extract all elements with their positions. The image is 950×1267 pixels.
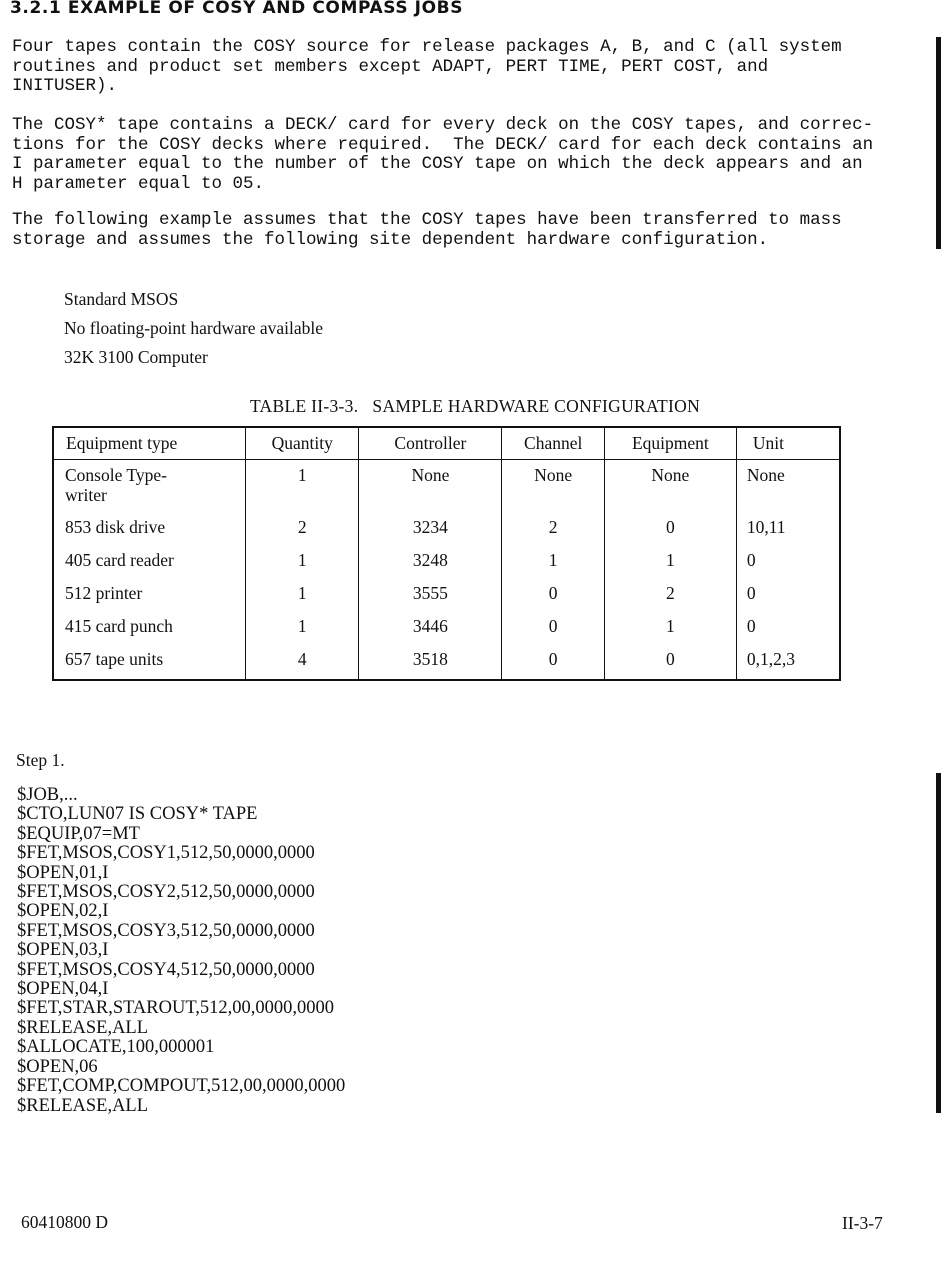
column-header: Controller [359, 427, 502, 460]
table-cell: 1 [502, 546, 604, 579]
table-cell: 0 [736, 546, 840, 579]
table-cell: 1 [604, 612, 736, 645]
code-line: $CTO,LUN07 IS COSY* TAPE [17, 804, 258, 825]
table-header-row [53, 427, 840, 460]
table-cell: 405 card reader [53, 546, 246, 579]
table-cell: 10,11 [736, 513, 840, 546]
table-cell: 0 [502, 579, 604, 612]
hardware-config-table [52, 426, 841, 681]
table-row [53, 645, 840, 680]
table-cell: 1 [246, 579, 359, 612]
code-line: $RELEASE,ALL [17, 1095, 149, 1116]
code-line: $OPEN,04,I [17, 979, 109, 1000]
code-line: $FET,MSOS,COSY3,512,50,0000,0000 [17, 920, 315, 941]
config-item: 32K 3100 Computer [64, 347, 208, 367]
code-line: $FET,MSOS,COSY4,512,50,0000,0000 [17, 959, 315, 980]
table-cell: 2 [246, 513, 359, 546]
code-line: $RELEASE,ALL [17, 1017, 149, 1038]
table-cell: 2 [604, 579, 736, 612]
code-line: $OPEN,03,I [17, 940, 109, 961]
table-caption [0, 396, 950, 417]
paragraph-line: The following example assumes that the COSY tapes have been transferred to mass [12, 210, 842, 230]
section-heading: 3.2.1 EXAMPLE OF COSY AND COMPASS JOBS [10, 0, 464, 18]
table-cell: 3234 [359, 513, 502, 546]
job-control-listing [17, 786, 345, 1116]
code-line: $FET,STAR,STAROUT,512,00,0000,0000 [17, 998, 335, 1019]
paragraph-line: routines and product set members except ADAPT, PERT TIME, PERT COST, and [12, 56, 769, 77]
code-line: $FET,COMP,COMPOUT,512,00,0000,0000 [17, 1076, 346, 1097]
table-cell: 2 [502, 513, 604, 546]
code-line: $FET,MSOS,COSY2,512,50,0000,0000 [17, 882, 315, 903]
table-cell: 3446 [359, 612, 502, 645]
change-bar [936, 773, 941, 1113]
paragraph-line: storage and assumes the following site dependent hardware configuration. [12, 229, 769, 250]
code-line: $JOB,... [17, 785, 78, 805]
column-header: Unit [736, 427, 840, 460]
code-line: $OPEN,06 [17, 1056, 98, 1077]
table-cell: 0 [604, 645, 736, 680]
paragraph-line: tions for the COSY decks where required. The DECK/ card for each deck contains an [12, 134, 874, 155]
table-cell: 1 [246, 546, 359, 579]
table-row [53, 579, 840, 612]
code-line: $EQUIP,07=MT [17, 823, 140, 844]
table-cell: 0,1,2,3 [736, 645, 840, 680]
table-cell: None [736, 460, 840, 514]
table-cell: 512 printer [53, 579, 246, 612]
paragraph-line: The COSY* tape contains a DECK/ card for every deck on the COSY tapes, and correc- [12, 115, 874, 135]
table-row [53, 546, 840, 579]
table-cell: 0 [736, 579, 840, 612]
table-cell: None [359, 460, 502, 514]
table-row [53, 612, 840, 645]
table-cell: 4 [246, 645, 359, 680]
table-cell: 853 disk drive [53, 513, 246, 546]
paragraph-line: INITUSER). [12, 76, 118, 96]
table-cell: 415 card punch [53, 612, 246, 645]
paragraph-line: I parameter equal to the number of the COSY tape on which the deck appears and an [12, 154, 863, 174]
config-item: Standard MSOS [64, 289, 179, 309]
step-label: Step 1. [16, 750, 65, 770]
code-line: $ALLOCATE,100,000001 [17, 1037, 215, 1058]
table-cell: 1 [246, 612, 359, 645]
page-number: II-3-7 [842, 1213, 883, 1233]
table-cell: 0 [736, 612, 840, 645]
change-bar [936, 37, 941, 249]
table-row [53, 513, 840, 546]
table-row [53, 460, 840, 514]
paragraph-cosy-tapes [12, 38, 927, 97]
column-header: Channel [502, 427, 604, 460]
table-cell: 3518 [359, 645, 502, 680]
code-line: $OPEN,01,I [17, 862, 109, 883]
table-cell: 3248 [359, 546, 502, 579]
config-item: No floating-point hardware available [64, 318, 323, 338]
table-cell: 1 [604, 546, 736, 579]
paragraph-line: H parameter equal to 05. [12, 173, 265, 194]
table-cell: 0 [604, 513, 736, 546]
table-cell: 0 [502, 645, 604, 680]
table-cell: 657 tape units [53, 645, 246, 680]
paragraph-cosy-star-tape [12, 116, 927, 194]
code-line: $OPEN,02,I [17, 901, 109, 922]
table-cell: Console Type- writer [53, 460, 246, 514]
table-cell: 1 [246, 460, 359, 514]
document-number: 60410800 D [21, 1212, 109, 1232]
paragraph-example-assumptions [12, 211, 927, 250]
table-caption-text: TABLE II-3-3. SAMPLE HARDWARE CONFIGURATION [249, 396, 701, 416]
column-header: Quantity [246, 427, 359, 460]
column-header: Equipment [604, 427, 736, 460]
table-cell: None [502, 460, 604, 514]
paragraph-line: Four tapes contain the COSY source for release packages A, B, and C (all system [12, 37, 842, 57]
table-cell: None [604, 460, 736, 514]
code-line: $FET,MSOS,COSY1,512,50,0000,0000 [17, 843, 315, 864]
table-cell: 3555 [359, 579, 502, 612]
column-header: Equipment type [53, 427, 246, 460]
table-cell: 0 [502, 612, 604, 645]
